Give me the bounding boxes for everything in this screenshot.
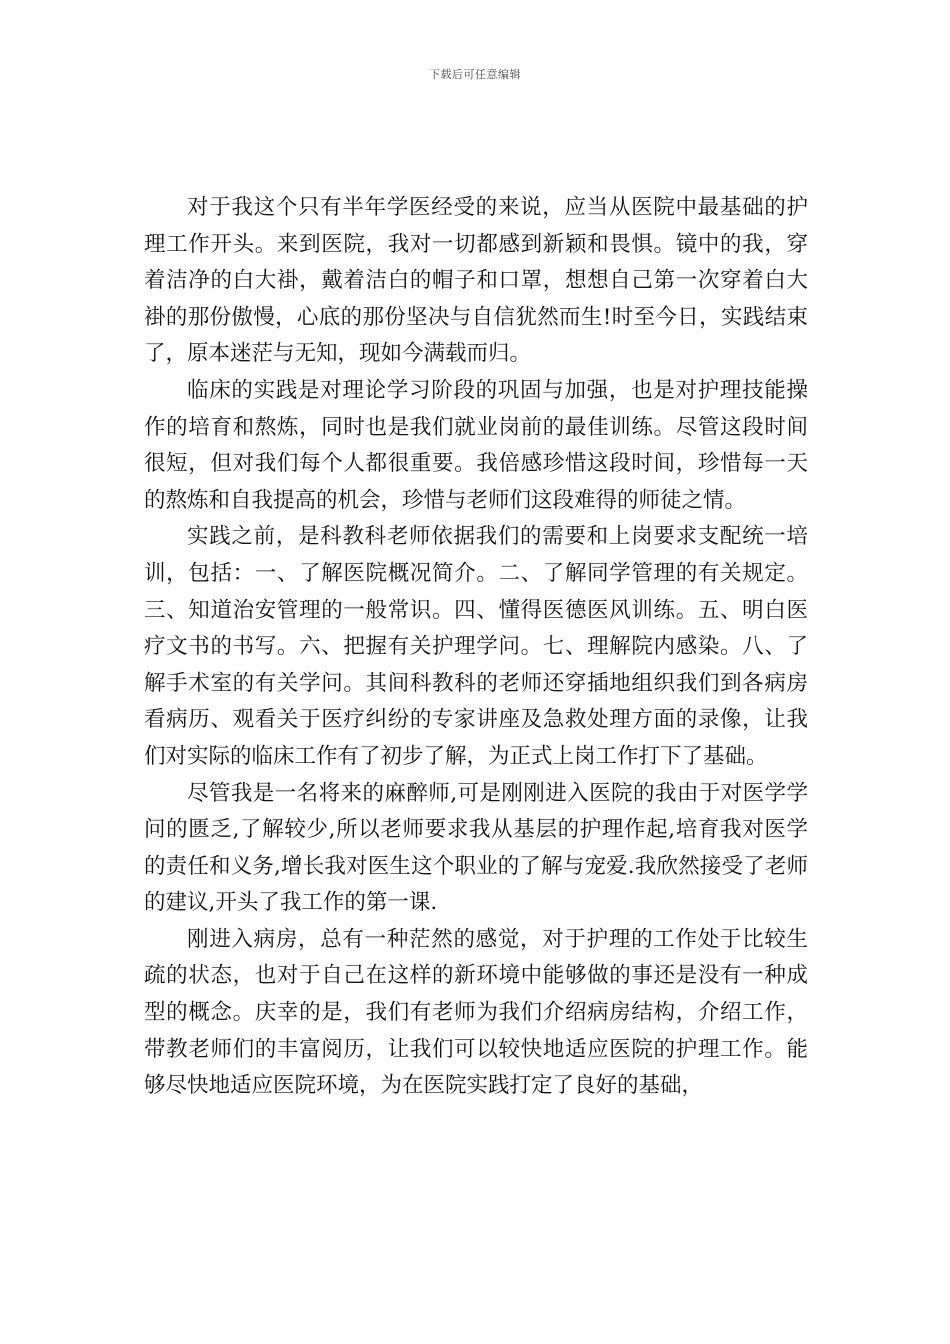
document-body (144, 190, 808, 1105)
paragraph-2: 临床的实践是对理论学习阶段的巩固与加强，也是对护理技能操作的培育和熬炼，同时也是我们就业岗前的最佳训练。尽管这段时间很短，但对我们每个人都很重要。我倍感珍惜这段时间，珍惜每一天的熬炼和自我提高的机会，珍惜与老师们这段难得的师徒之情。 (144, 377, 808, 513)
paragraph-5: 刚进入病房，总有一种茫然的感觉，对于护理的工作处于比较生疏的状态，也对于自己在这样的新环境中能够做的事还是没有一种成型的概念。庆幸的是，我们有老师为我们介绍病房结构，介绍工作，带教老师们的丰富阅历，让我们可以较快地适应医院的护理工作。能够尽快地适应医院环境，为在医院实践打定了良好的基础， (144, 926, 808, 1099)
paragraph-4: 尽管我是一名将来的麻醉师,可是刚刚进入医院的我由于对医学学问的匮乏,了解较少,所以老师要求我从基层的护理作起,培育我对医学的责任和义务,增长我对医生这个职业的了解与宠爱.我欣然接受了老师的建议,开头了我工作的第一课. (144, 780, 808, 916)
paragraph-3: 实践之前，是科教科老师依据我们的需要和上岗要求支配统一培训，包括：一、了解医院概况简介。二、了解同学管理的有关规定。三、知道治安管理的一般常识。四、懂得医德医风训练。五、明白医疗文书的书写。六、把握有关护理学问。七、理解院内感染。八、了解手术室的有关学问。其间科教科的老师还穿插地组织我们到各病房看病历、观看关于医疗纠纷的专家讲座及急救处理方面的录像，让我们对实际的临床工作有了初步了解，为正式上岗工作打下了基础。 (144, 524, 808, 769)
paragraph-1: 对于我这个只有半年学医经受的来说，应当从医院中最基础的护理工作开头。来到医院，我对一切都感到新颖和畏惧。镜中的我，穿着洁净的白大褂，戴着洁白的帽子和口罩，想想自己第一次穿着白大褂的那份傲慢，心底的那份坚决与自信犹然而生!时至今日，实践结束了，原本迷茫与无知，现如今满载而归。 (144, 195, 808, 367)
header-note: 下载后可任意编辑 (429, 68, 521, 81)
